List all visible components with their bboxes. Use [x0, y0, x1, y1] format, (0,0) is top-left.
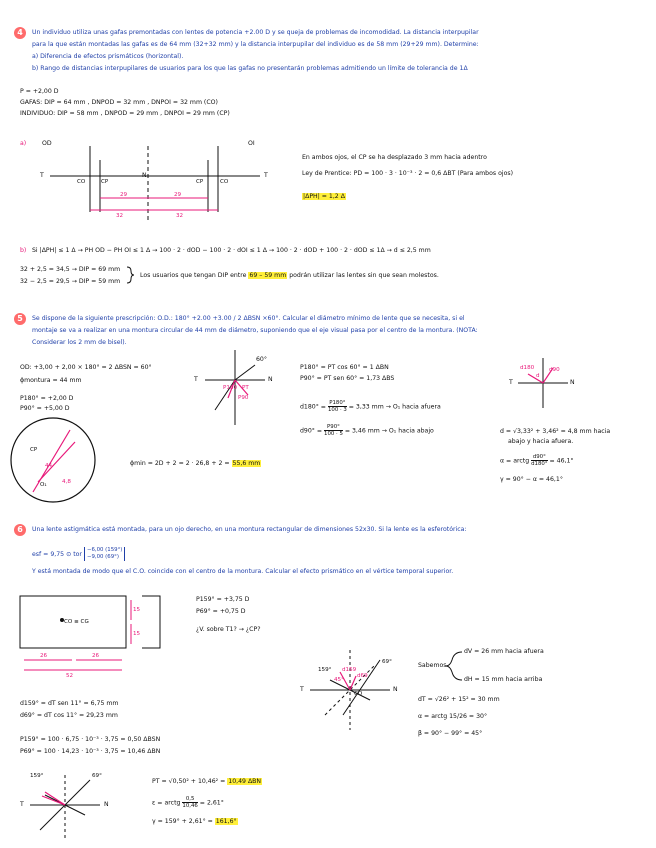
p6-lower-diagram	[30, 775, 100, 840]
p5-p180: P180° = +2,00 D	[20, 395, 74, 402]
p5-d180-rhs: = 3,33 mm → O₁ hacia afuera	[348, 403, 441, 411]
p4-cp-right: CP	[196, 179, 204, 185]
p6-gamma	[152, 818, 238, 826]
p5-n: N	[268, 376, 273, 383]
p5-pt-lbl: PT	[242, 385, 249, 391]
p5-diam	[130, 460, 261, 468]
p6-d159-eq: d159° = dT sen 11° = 6,75 mm	[20, 700, 119, 707]
p6-eps-num: 0,5	[182, 796, 197, 803]
p4-co-left: CO	[77, 179, 86, 185]
p4-conc-pre: Los usuarios que tengan DIP entre	[140, 272, 247, 279]
p5-d90-rhs: = 3,46 mm → O₁ hacia abajo	[344, 427, 434, 435]
p5-alpha-num: d90°	[532, 454, 546, 460]
p5-circle-o: O₁	[40, 482, 47, 488]
p5-ang60: 60°	[256, 356, 267, 363]
p6-n: N	[393, 686, 398, 693]
p6-lower-vectors	[42, 792, 65, 805]
p6-question: ¿V. sobre T1? → ¿CP?	[196, 626, 261, 633]
p4-note-1: En ambos ojos, el CP se ha desplazado 3 mm hacia adentro	[302, 154, 487, 161]
p6-eps-lhs: ε = arctg	[152, 799, 181, 807]
p6-gam-hl: 161,6°	[215, 818, 237, 825]
p5-circle-48: 4,8	[62, 479, 71, 485]
p4-t-right: T	[264, 172, 268, 179]
p5-t: T	[194, 376, 198, 383]
p5-alpha-den: d180°	[531, 461, 548, 467]
p4-b-line3: 32 − 2,5 = 29,5 → DIP = 59 mm	[20, 278, 121, 285]
p6-eps	[152, 796, 224, 809]
p4-dim-29b: 29	[174, 192, 182, 198]
p6-esf	[32, 547, 125, 561]
p4-result-a: |ΔPH| = 1,2 Δ	[303, 193, 345, 200]
p6-esf-lhs: esf = 9,75 ⊙ tor	[32, 551, 82, 558]
p4-statement-a: a) Diferencia de efectos prismáticos (horizontal).	[32, 53, 184, 60]
p6-ang45: 45°	[334, 677, 344, 683]
p6-d69: d69	[357, 673, 368, 679]
p4-n: N	[142, 172, 147, 179]
p6-p69: P69° = +0,75 D	[196, 608, 246, 615]
p6-d2-n: N	[104, 801, 109, 808]
p5-frame-circle	[11, 418, 95, 502]
p4-dim-32b: 32	[176, 213, 184, 219]
p5-d180	[300, 400, 441, 413]
p6-ang159: 159°	[318, 667, 332, 673]
p4-statement-b: b) Rango de distancias interpupilares de usuarios para los que las gafas no presentarán problemas admitiendo un límite de tolerancia de 1Δ	[32, 65, 468, 72]
p4-data-gafas: GAFAS: DIP = 64 mm , DNPOD = 32 mm , DNPOI = 32 mm (CO)	[20, 99, 218, 106]
p6-co: CO	[354, 691, 363, 697]
p6-dim-15b: 15	[133, 631, 141, 637]
p6-t: T	[300, 686, 304, 693]
p4-co-right: CO	[220, 179, 229, 185]
p6-s-dv1: dV = 26 mm hacia afuera	[464, 648, 544, 655]
p6-d2-t: T	[20, 801, 24, 808]
p6-dim-15a: 15	[133, 607, 141, 613]
p5-statement-3: Considerar los 2 mm de bisel).	[32, 339, 127, 346]
p6-dim-52: 52	[66, 673, 74, 679]
p5-d180-den: 100 · 3	[327, 407, 347, 413]
p5-gamma: γ = 90° − α = 46,1°	[500, 476, 563, 483]
p5-d90-den: 100 · 5	[324, 431, 343, 437]
p5-diag-d90: d90	[549, 367, 560, 373]
p5-p90: P90° = +5,00 D	[20, 405, 70, 412]
p5-ph-lbl: P180	[223, 385, 238, 391]
p6-eps-rhs: = 2,61°	[199, 799, 224, 807]
p5-d180-num: P180°	[329, 400, 346, 406]
p5-pr180: P180° = PT cos 60° = 1 ΔBN	[300, 364, 389, 371]
p6-dim-26a: 26	[40, 653, 48, 659]
p4-conc-post: podrán utilizar las lentes sin que sean molestos.	[289, 272, 439, 279]
p6-pr69: P69° = 100 · 14,23 · 10⁻³ · 3,75 = 10,46 ΔBN	[20, 748, 161, 755]
p4-cp-left: CP	[101, 179, 109, 185]
p5-dist: d = √3,33² + 3,46² = 4,8 mm hacia	[500, 428, 611, 435]
p5-statement-1: Se dispone de la siguiente prescripción: O.D.: 180° +2.00 +3.00 / 2 ΔBSN ×60°. Calcular el diámetro mínimo de lente que se necesita, si el	[32, 315, 465, 322]
p6-beta: β = 90° − 99° = 45°	[418, 730, 483, 737]
p6-d69-eq: d69° = dT cos 11° = 29,23 mm	[20, 712, 118, 719]
p4-label-a: a)	[20, 140, 27, 147]
p6-dim-26b: 26	[92, 653, 100, 659]
p6-pr159: P159° = 100 · 6,75 · 10⁻³ · 3,75 = 0,50 ΔBSN	[20, 736, 161, 743]
p4-od: OD	[42, 140, 52, 147]
p6-gam-pre: γ = 159° + 2,61° =	[152, 818, 213, 825]
p6-p159: P159° = +3,75 D	[196, 596, 250, 603]
p4-oi: OI	[248, 140, 255, 147]
p4-note-2: Ley de Prentice: PD = 100 · 3 · 10⁻³ · 2 = 0,6 ΔBT (Para ambos ojos)	[302, 170, 514, 177]
p4-statement-2: para la que están montadas las gafas es de 64 mm (32+32 mm) y la distancia interpupilar del individuo es de 58 mm (29+29 mm). Determine:	[32, 41, 479, 48]
p4-statement-1: Un individuo utiliza unas gafas premontadas con lentes de potencia +2.00 D y se queja de problemas de incomodidad. La distancia interpupilar	[32, 29, 479, 36]
p6-d2-69: 69°	[92, 773, 102, 779]
p5-rx: OD: +3,00 + 2,00 × 180° = 2 ΔBSN = 60°	[20, 364, 152, 371]
p6-tor-1: −6,00 (159°)	[86, 547, 123, 553]
p5-statement-2: montaje se va a realizar en una montura circular de 44 mm de diámetro, suponiendo que el eje visual pasa por el centro de la montura. (NOTA:	[32, 327, 478, 334]
problem-4-number: 4	[14, 27, 26, 39]
p6-frame-rect	[20, 596, 160, 648]
p4-b-line1: Si |ΔPH| ≤ 1 Δ → PH OD − PH OI ≤ 1 Δ → 100 · 2 · dOD − 100 · 2 · dOI ≤ 1 Δ → 100 · 2 · dOD + 100 · 2 · dOD ≤ 1Δ → d ≤ 2,5 mm	[32, 247, 431, 254]
p5-alpha-rhs: = 46,1°	[549, 457, 574, 465]
p6-statement-2: Y está montada de modo que el C.O. coincide con el centro de la montura. Calcular el efecto prismático en el vértice temporal superior.	[32, 568, 454, 575]
p6-pt-hl: 10,49 ΔBN	[228, 778, 262, 785]
p5-d180-lhs: d180° =	[300, 403, 326, 411]
p4-data-power: P = +2,00 D	[20, 88, 59, 95]
p6-eps-den: 10,46	[182, 803, 198, 809]
p6-sabemos: Sabemos	[418, 662, 447, 669]
p6-pt-pre: PT = √0,50² + 10,46² =	[152, 778, 226, 785]
p6-s-dv2: dH = 15 mm hacia arriba	[464, 676, 543, 683]
p5-pr90: P90° = PT sen 60° = 1,73 ΔBS	[300, 375, 395, 382]
p5-pv-lbl: P90	[238, 395, 249, 401]
p5-dist-2: abajo y hacia afuera.	[508, 438, 574, 445]
p4-label-b: b)	[20, 247, 27, 254]
p6-co-cg: CO ≡ CG	[64, 619, 89, 625]
p4-t-left: T	[40, 172, 44, 179]
p4-dim-lines	[90, 198, 218, 210]
p5-circle-44: 44	[45, 463, 53, 469]
p5-alpha-lhs: α = arctg	[500, 457, 530, 465]
p4-data-individuo: INDIVIDUO: DIP = 58 mm , DNPOD = 29 mm , DNPOI = 29 mm (CP)	[20, 110, 230, 117]
p6-d159: d159	[342, 667, 357, 673]
p6-d2-159: 159°	[30, 773, 44, 779]
p5-d90-lhs: d90° =	[300, 427, 323, 435]
p5-diag-n: N	[570, 379, 575, 386]
p5-diam-pre: ϕmin = 2D + 2 = 2 · 26,8 + 2 =	[130, 460, 230, 467]
p5-alpha	[500, 454, 574, 467]
p4-b-line2: 32 + 2,5 = 34,5 → DIP = 69 mm	[20, 266, 121, 273]
p5-montura: ϕmontura = 44 mm	[20, 377, 82, 384]
p5-d90	[300, 424, 434, 437]
p4-brace	[127, 267, 134, 283]
problem-5-number: 5	[14, 313, 26, 325]
p5-diag-t: T	[509, 379, 513, 386]
p5-diam-hl: 55,6 mm	[232, 460, 261, 467]
p5-diag-d: d	[536, 373, 540, 379]
problem-6-number: 6	[14, 524, 26, 536]
p6-alpha: α = arctg 15/26 = 30°	[418, 713, 488, 720]
p4-b-conclusion	[140, 272, 439, 280]
p4-dim-29a: 29	[120, 192, 128, 198]
p5-diag-d180: d180	[520, 365, 535, 371]
p5-circle-cp: CP	[30, 447, 38, 453]
p6-brace	[446, 652, 462, 680]
p6-ang69: 69°	[382, 659, 392, 665]
p4-conc-hl: 69 – 59 mm	[249, 272, 287, 279]
p6-pt	[152, 778, 262, 786]
p6-dt: dT = √26² + 15² = 30 mm	[418, 696, 500, 703]
p5-d90-num: P90°	[324, 424, 343, 431]
p6-statement-1: Una lente astigmática está montada, para un ojo derecho, en una montura rectangular de dimensiones 52x30. Si la lente es la esferotórica:	[32, 526, 467, 533]
p6-tor-2: −9,00 (69°)	[86, 554, 119, 560]
p4-dim-32a: 32	[116, 213, 124, 219]
